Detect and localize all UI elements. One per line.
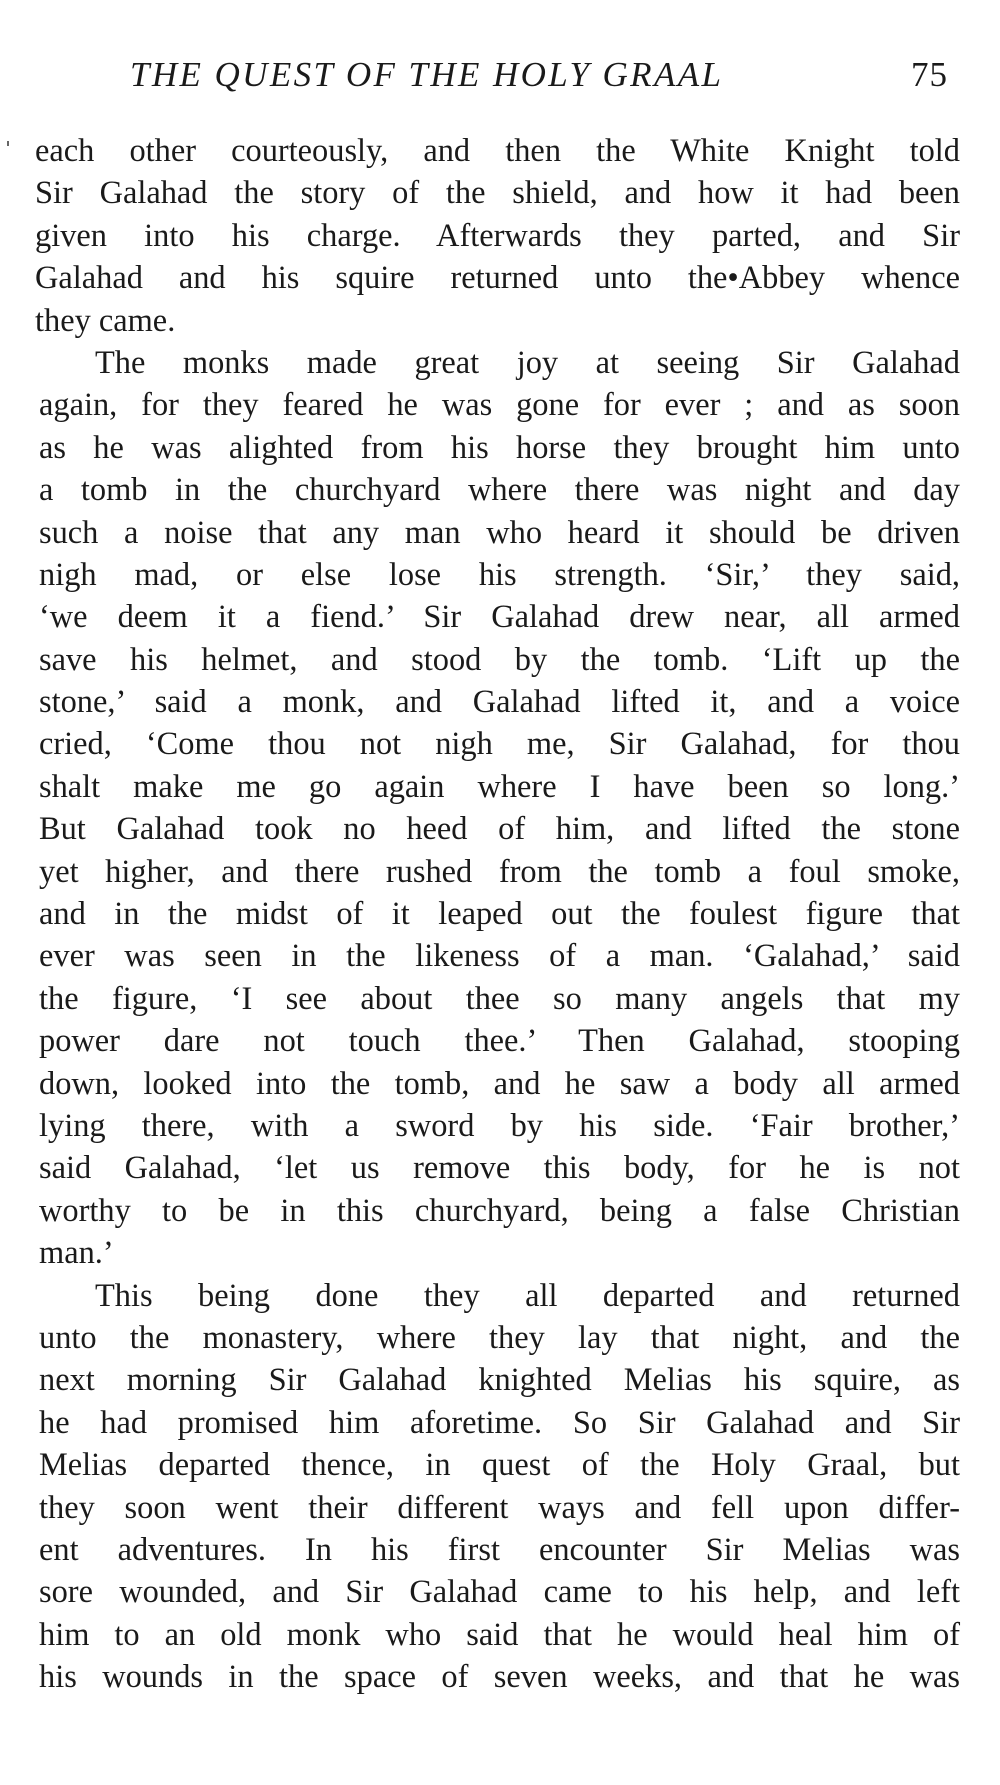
text-line: unto the monastery, where they lay that night, and the (39, 1319, 960, 1356)
text-line: as he was alighted from his horse they brought him unto (39, 429, 960, 466)
text-line: down, looked into the tomb, and he saw a body all armed (39, 1065, 960, 1102)
text-line: they soon went their different ways and fell upon differ- (39, 1489, 960, 1526)
text-line: the figure, ‘I see about thee so many angels that my (39, 980, 960, 1017)
text-line: worthy to be in this churchyard, being a false Christian (39, 1192, 960, 1229)
page-number: 75 (911, 55, 948, 94)
text-line: ent adventures. In his first encounter Sir Melias was (39, 1531, 960, 1568)
text-line: said Galahad, ‘let us remove this body, for he is not (39, 1150, 960, 1187)
running-title: THE QUEST OF THE HOLY GRAAL (130, 55, 724, 94)
text-line: power dare not touch thee.’ Then Galahad, stooping (39, 1023, 960, 1060)
text-line: cried, ‘Come thou not nigh me, Sir Galahad, for thou (39, 726, 960, 763)
text-line: a tomb in the churchyard where there was night and day (39, 472, 960, 509)
text-line: sore wounded, and Sir Galahad came to his help, and left (39, 1574, 960, 1611)
paragraph-1 (35, 130, 960, 342)
text-line: next morning Sir Galahad knighted Melias his squire, as (39, 1362, 960, 1399)
text-line: Sir Galahad the story of the shield, and how it had been (35, 175, 960, 212)
text-line: again, for they feared he was gone for ever ; and as soon (39, 387, 960, 424)
text-line: stone,’ said a monk, and Galahad lifted it, and a voice (39, 684, 960, 721)
text-line: nigh mad, or else lose his strength. ‘Sir,’ they said, (39, 556, 960, 593)
running-header (120, 52, 952, 98)
text-line: This being done they all departed and returned (95, 1277, 960, 1314)
text-line: Melias departed thence, in quest of the Holy Graal, but (39, 1447, 960, 1484)
text-line: ‘we deem it a fiend.’ Sir Galahad drew near, all armed (39, 599, 960, 636)
text-line: he had promised him aforetime. So Sir Galahad and Sir (39, 1404, 960, 1441)
text-line: such a noise that any man who heard it should be driven (39, 514, 960, 551)
text-line: The monks made great joy at seeing Sir Galahad (95, 344, 960, 381)
text-line: But Galahad took no heed of him, and lifted the stone (39, 811, 960, 848)
text-line: lying there, with a sword by his side. ‘Fair brother,’ (39, 1107, 960, 1144)
text-line: save his helmet, and stood by the tomb. ‘Lift up the (39, 641, 960, 678)
body-text (35, 130, 960, 1698)
paragraph-2 (39, 342, 960, 1275)
text-line: each other courteously, and then the White Knight told (35, 133, 960, 169)
paragraph-3 (39, 1275, 960, 1699)
text-line: man.’ (39, 1235, 114, 1272)
text-line: given into his charge. Afterwards they parted, and Sir (35, 217, 960, 254)
stray-ink-mark (7, 141, 9, 146)
text-line: him to an old monk who said that he would heal him of (39, 1616, 960, 1653)
text-line: yet higher, and there rushed from the tomb a foul smoke, (39, 853, 960, 890)
text-line: they came. (35, 302, 176, 339)
text-line: Galahad and his squire returned unto the•Abbey whence (35, 260, 960, 297)
text-line: shalt make me go again where I have been so long.’ (39, 768, 960, 805)
text-line: ever was seen in the likeness of a man. ‘Galahad,’ said (39, 938, 960, 975)
text-line: his wounds in the space of seven weeks, and that he was (39, 1659, 960, 1696)
text-line: and in the midst of it leaped out the foulest figure that (39, 896, 960, 933)
